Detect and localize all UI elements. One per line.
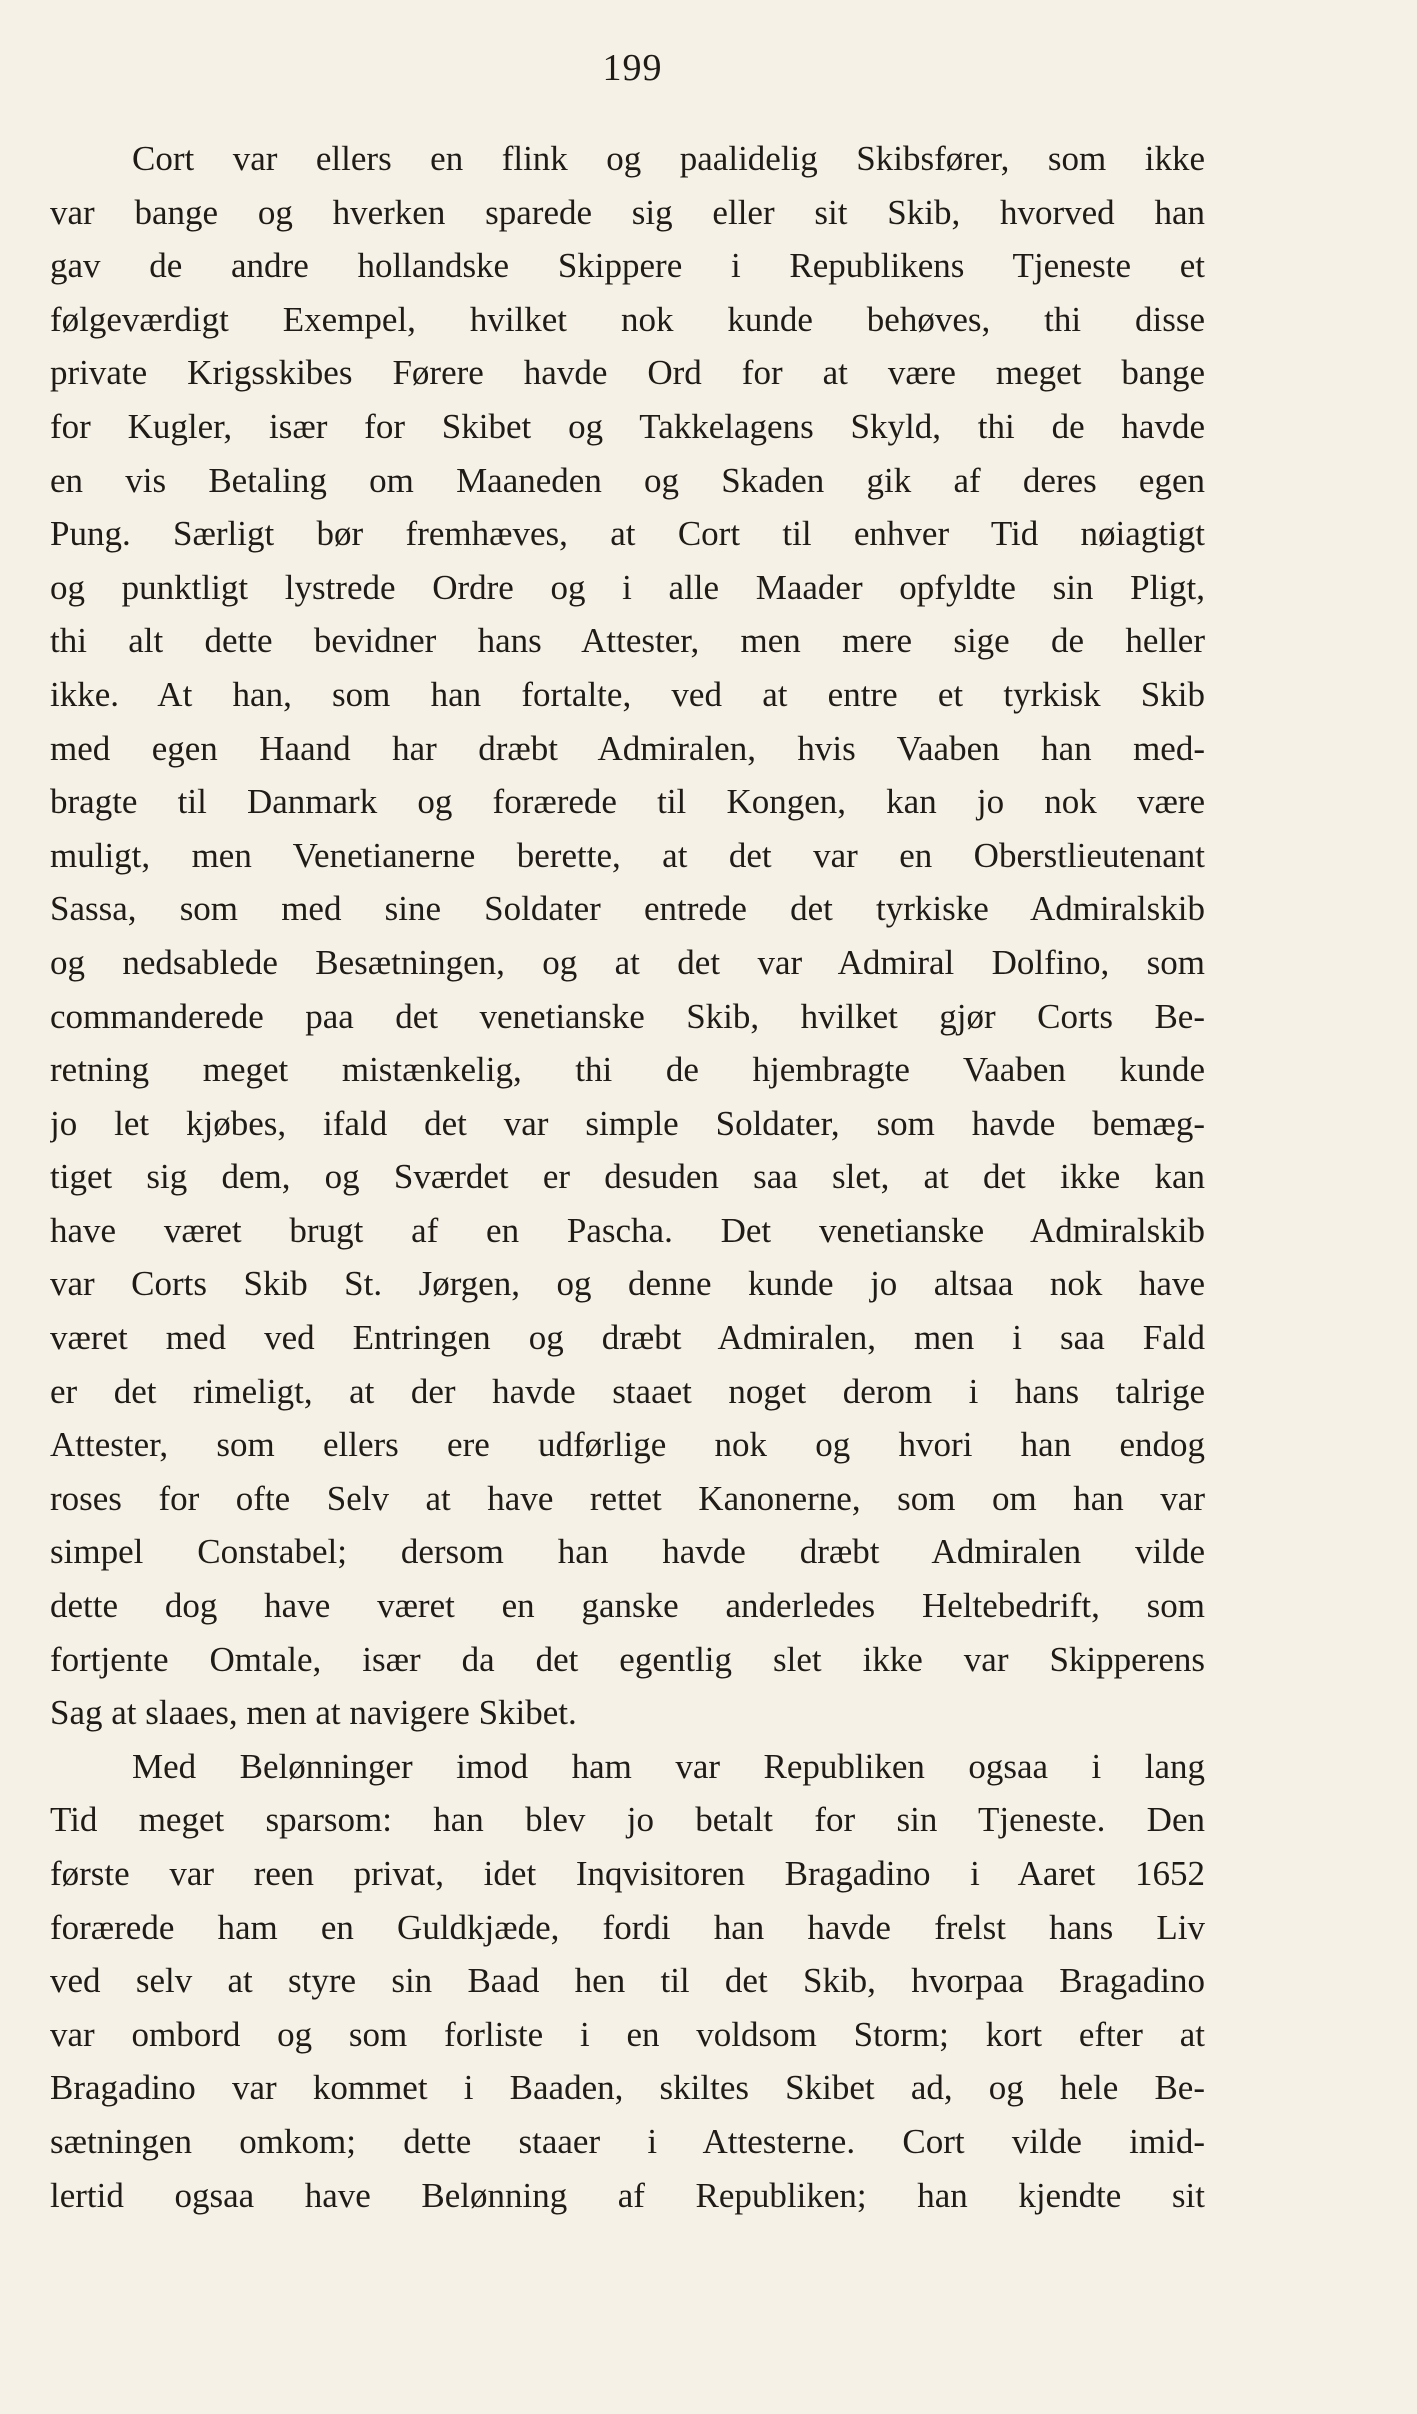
text-line: fortjente Omtale, især da det egentlig slet ikke var Skipperens — [50, 1639, 1205, 1679]
text-line: været med ved Entringen og dræbt Admiralen, men i saa Fald — [50, 1318, 1205, 1358]
text-line: thi alt dette bevidner hans Attester, men mere sige de heller — [50, 621, 1205, 661]
text-line: Pung. Særligt bør fremhæves, at Cort til enhver Tid nøiagtigt — [50, 514, 1205, 554]
text-line: med egen Haand har dræbt Admiralen, hvis Vaaben han med- — [50, 728, 1205, 768]
text-line: forærede ham en Guldkjæde, fordi han havde frelst hans Liv — [50, 1907, 1205, 1947]
text-line: Med Belønninger imod ham var Republiken ogsaa i lang — [132, 1746, 1205, 1786]
text-line: simpel Constabel; dersom han havde dræbt Admiralen vilde — [50, 1532, 1205, 1572]
page-number: 199 — [602, 47, 663, 89]
text-line: sætningen omkom; dette staaer i Attesterne. Cort vilde imid- — [50, 2121, 1205, 2161]
text-line: Bragadino var kommet i Baaden, skiltes Skibet ad, og hele Be- — [50, 2068, 1205, 2108]
text-line: første var reen privat, idet Inqvisitoren Bragadino i Aaret 1652 — [50, 1854, 1205, 1893]
text-line: og punktligt lystrede Ordre og i alle Maader opfyldte sin Pligt, — [50, 567, 1205, 607]
text-line: var bange og hverken sparede sig eller sit Skib, hvorved han — [50, 192, 1205, 232]
text-line: Sassa, som med sine Soldater entrede det tyrkiske Admiralskib — [50, 889, 1205, 929]
text-line: ved selv at styre sin Baad hen til det Skib, hvorpaa Bragadino — [50, 1961, 1205, 2001]
text-line: Sag at slaaes, men at navigere Skibet. — [50, 1693, 577, 1733]
text-line: bragte til Danmark og forærede til Kongen, kan jo nok være — [50, 782, 1205, 822]
text-line: Attester, som ellers ere udførlige nok og hvori han endog — [50, 1425, 1205, 1465]
text-line: retning meget mistænkelig, thi de hjembragte Vaaben kunde — [50, 1050, 1205, 1090]
text-line: var ombord og som forliste i en voldsom Storm; kort efter at — [50, 2014, 1205, 2054]
text-line: er det rimeligt, at der havde staaet noget derom i hans talrige — [50, 1371, 1205, 1411]
text-line: for Kugler, især for Skibet og Takkelagens Skyld, thi de havde — [50, 406, 1205, 446]
text-line: muligt, men Venetianerne berette, at det var en Oberstlieutenant — [50, 835, 1205, 875]
text-line: Tid meget sparsom: han blev jo betalt for sin Tjeneste. Den — [50, 1800, 1205, 1840]
text-line: ikke. At han, som han fortalte, ved at entre et tyrkisk Skib — [50, 674, 1205, 714]
text-line: commanderede paa det venetianske Skib, hvilket gjør Corts Be- — [50, 996, 1205, 1036]
text-line: jo let kjøbes, ifald det var simple Soldater, som havde bemæg- — [50, 1103, 1205, 1143]
body-text — [50, 132, 1205, 2222]
text-line: dette dog have været en ganske anderledes Heltebedrift, som — [50, 1586, 1205, 1626]
text-line: tiget sig dem, og Sværdet er desuden saa slet, at det ikke kan — [50, 1157, 1205, 1197]
text-line: var Corts Skib St. Jørgen, og denne kunde jo altsaa nok have — [50, 1264, 1205, 1304]
text-line: have været brugt af en Pascha. Det venetianske Admiralskib — [50, 1210, 1205, 1250]
text-line: lertid ogsaa have Belønning af Republiken; han kjendte sit — [50, 2175, 1205, 2215]
text-line: følgeværdigt Exempel, hvilket nok kunde behøves, thi disse — [50, 299, 1205, 339]
text-line: private Krigsskibes Førere havde Ord for at være meget bange — [50, 353, 1205, 393]
text-line: Cort var ellers en flink og paalidelig Skibsfører, som ikke — [132, 139, 1205, 178]
text-line: og nedsablede Besætningen, og at det var Admiral Dolfino, som — [50, 942, 1205, 982]
text-line: en vis Betaling om Maaneden og Skaden gik af deres egen — [50, 460, 1205, 500]
text-line: gav de andre hollandske Skippere i Republikens Tjeneste et — [50, 246, 1205, 286]
text-line: roses for ofte Selv at have rettet Kanonerne, som om han var — [50, 1478, 1205, 1518]
